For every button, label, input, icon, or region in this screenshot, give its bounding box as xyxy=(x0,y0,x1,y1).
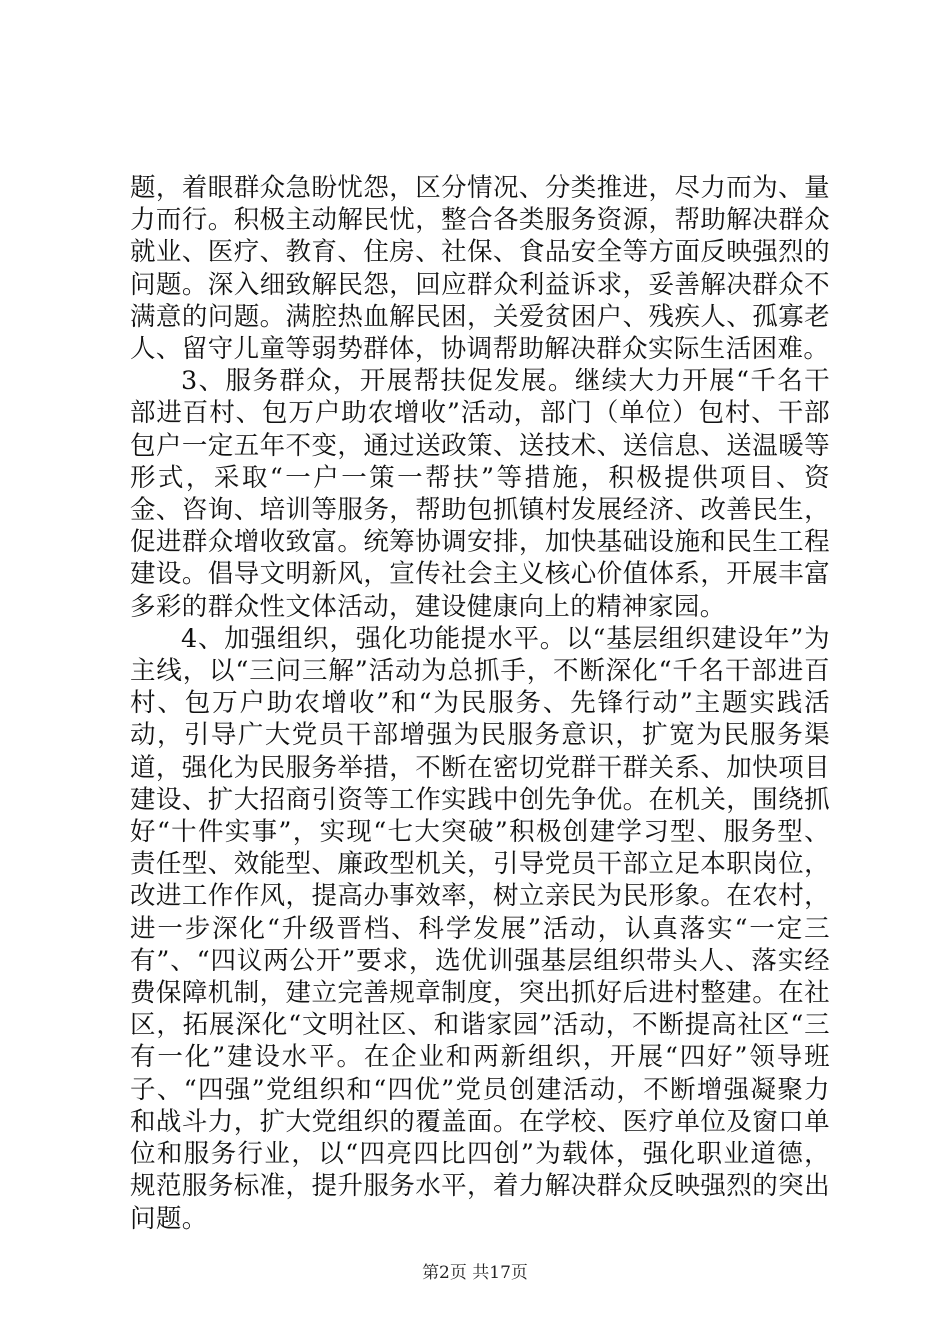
document-body xyxy=(130,172,830,1235)
page-number-footer: 第2页 共17页 xyxy=(422,1263,528,1283)
paragraph-section-3: 3、服务群众，开展帮扶促发展。继续大力开展“千名干部进百村、包万户助农增收”活动，部门（单位）包村、干部包户一定五年不变，通过送政策、送技术、送信息、送温暖等形式，采取“一户一策一帮扶”等措施，积极提供项目、资金、咨询、培训等服务，帮助包抓镇村发展经济、改善民生，促进群众增收致富。统筹协调安排，加快基础设施和民生工程建设。倡导文明新风，宣传社会主义核心价值体系，开展丰富多彩的群众性文体活动，建设健康向上的精神家园。 xyxy=(130,366,830,622)
paragraph-section-4: 4、加强组织，强化功能提水平。以“基层组织建设年”为主线，以“三问三解”活动为总抓手，不断深化“千名干部进百村、包万户助农增收”和“为民服务、先锋行动”主题实践活动，引导广大党员干部增强为民服务意识，扩宽为民服务渠道，强化为民服务举措，不断在密切党群干群关系、加快项目建设、扩大招商引资等工作实践中创先争优。在机关，围绕抓好“十件实事”，实现“七大突破”积极创建学习型、服务型、责任型、效能型、廉政型机关，引导党员干部立足本职岗位，改进工作作风，提高办事效率，树立亲民为民形象。在农村，进一步深化“升级晋档、科学发展”活动，认真落实“一定三有”、“四议两公开”要求，选优训强基层组织带头人、落实经费保障机制，建立完善规章制度，突出抓好后进村整建。在社区，拓展深化“文明社区、和谐家园”活动，不断提高社区“三有一化”建设水平。在企业和两新组织，开展“四好”领导班子、“四强”党组织和“四优”党员创建活动，不断增强凝聚力和战斗力，扩大党组织的覆盖面。在学校、医疗单位及窗口单位和服务行业，以“四亮四比四创”为载体，强化职业道德，规范服务标准，提升服务水平，着力解决群众反映强烈的突出问题。 xyxy=(130,623,830,1234)
paragraph-continuation: 题，着眼群众急盼忧怨，区分情况、分类推进，尽力而为、量力而行。积极主动解民忧，整合各类服务资源，帮助解决群众就业、医疗、教育、住房、社保、食品安全等方面反映强烈的问题。深入细致解民怨，回应群众利益诉求，妥善解决群众不满意的问题。满腔热血解民困，关爱贫困户、残疾人、孤寡老人、留守儿童等弱势群体，协调帮助解决群众实际生活困难。 xyxy=(130,173,830,365)
